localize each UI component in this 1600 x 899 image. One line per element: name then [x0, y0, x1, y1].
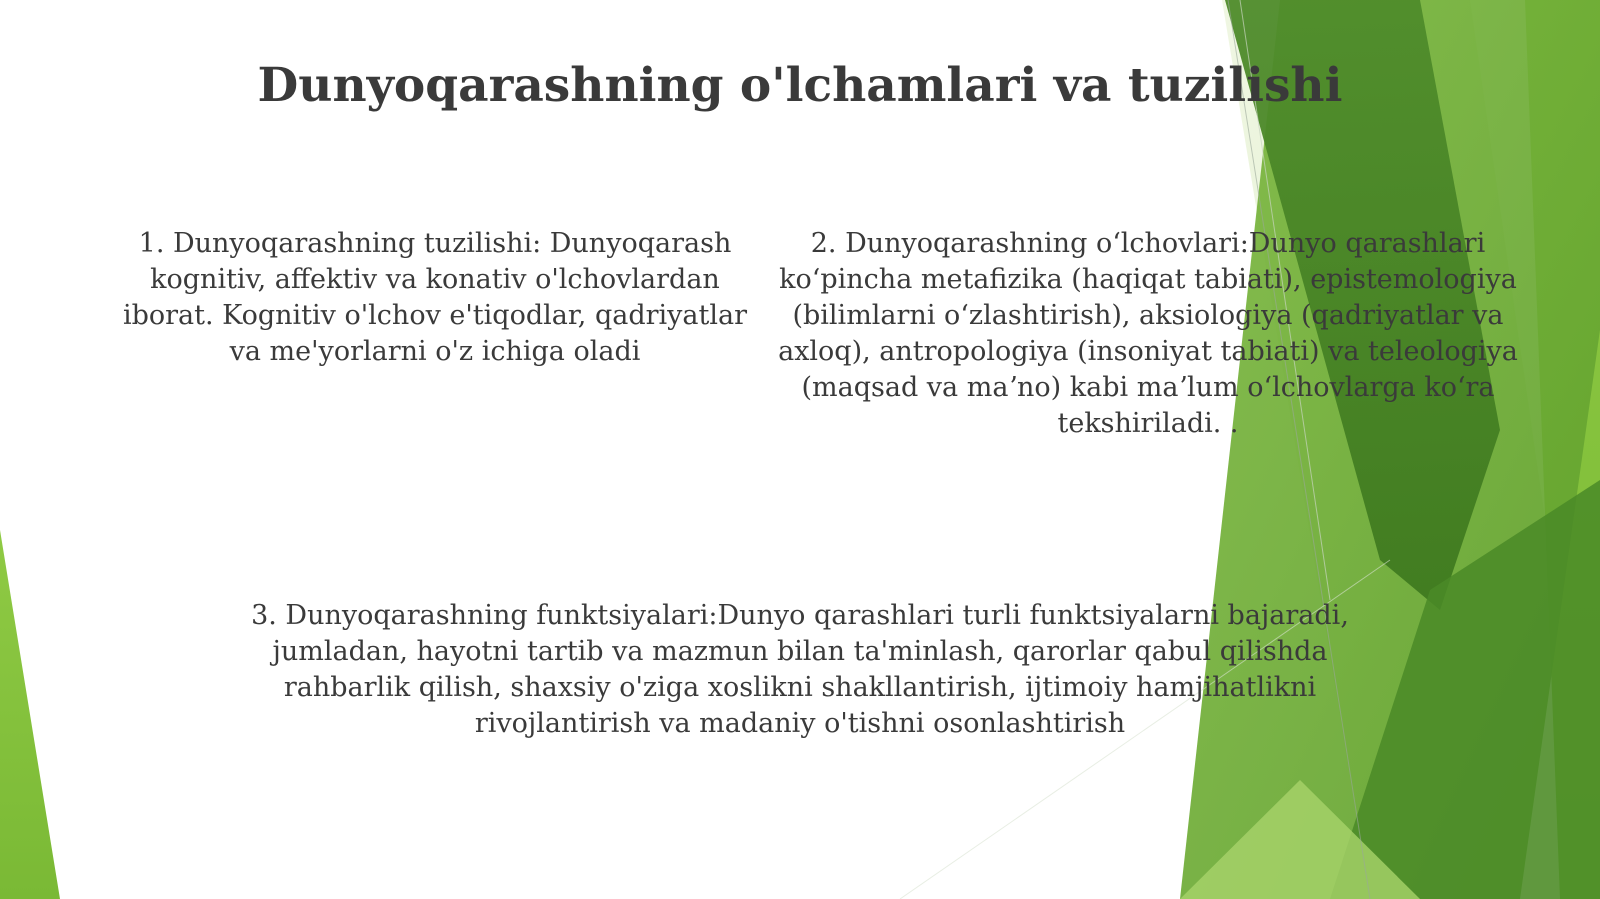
text-block-functions: 3. Dunyoqarashning funktsiyalari:Dunyo qarashlari turli funktsiyalarni bajaradi, jumladan, hayotni tartib va mazmun bilan ta'minlash, qarorlar qabul qilishda rahbarlik qilish, shaxsiy o'ziga xoslikni shakllantirish, ijtimoiy hamjihatlikni rivojlantirish va madaniy o'tishni osonlashtirish [251, 600, 1349, 739]
left-green-triangle [0, 530, 60, 899]
text-block-dimensions: 2. Dunyoqarashning oʻlchovlari:Dunyo qarashlari koʻpincha metafizika (haqiqat tabiati), epistemologiya (bilimlarni oʻzlashtirish), aksiologiya (qadriyatlar va axloq), antropologiya (insoniyat tabiati) va teleologiya (maqsad va maʼno) kabi maʼlum oʻlchovlarga koʻra tekshiriladi. . [778, 228, 1518, 439]
slide-title: Dunyoqarashning o'lchamlari va tuzilishi [257, 58, 1343, 113]
text-block-structure: 1. Dunyoqarashning tuzilishi: Dunyoqarash kognitiv, affektiv va konativ o'lchovlardan iborat. Kognitiv o'lchov e'tiqodlar, qadriyatlar va me'yorlarni o'z ichiga oladi [122, 228, 748, 367]
